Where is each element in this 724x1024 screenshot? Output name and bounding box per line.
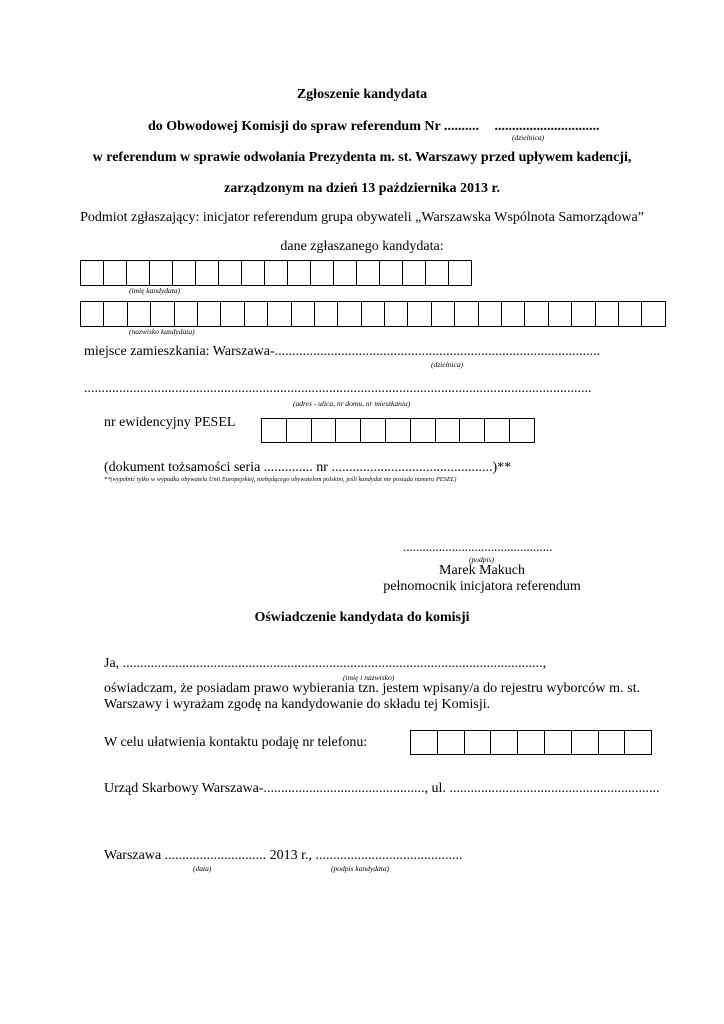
last-name-char-box[interactable] — [596, 302, 619, 326]
referendum-subject-line: w referendum w sprawie odwołania Prezydenta m. st. Warszawy przed upływem kadencji, — [92, 150, 632, 165]
pesel-boxes[interactable] — [261, 418, 535, 443]
phone-digit-box[interactable] — [438, 731, 465, 754]
pesel-digit-box[interactable] — [411, 419, 436, 442]
first-name-char-box[interactable] — [403, 261, 426, 285]
last-name-char-box[interactable] — [432, 302, 455, 326]
last-name-char-box[interactable] — [221, 302, 244, 326]
first-name-char-box[interactable] — [173, 261, 196, 285]
representative-name: Marek Makuch — [439, 563, 525, 578]
pesel-digit-box[interactable] — [436, 419, 461, 442]
last-name-char-box[interactable] — [455, 302, 478, 326]
last-name-char-box[interactable] — [268, 302, 291, 326]
pesel-digit-box[interactable] — [386, 419, 411, 442]
first-name-char-box[interactable] — [196, 261, 219, 285]
first-name-char-box[interactable] — [81, 261, 104, 285]
last-name-char-box[interactable] — [549, 302, 572, 326]
candidate-signature-caption: (podpis kandydata) — [331, 864, 390, 873]
pesel-label: nr ewidencyjny PESEL — [104, 415, 236, 430]
first-name-char-box[interactable] — [426, 261, 449, 285]
last-name-char-box[interactable] — [642, 302, 664, 326]
last-name-char-box[interactable] — [81, 302, 104, 326]
district-caption: (dzielnica) — [512, 133, 545, 142]
phone-digit-box[interactable] — [599, 731, 626, 754]
district-dots: .............................. — [494, 119, 600, 134]
last-name-char-box[interactable] — [104, 302, 127, 326]
referendum-date-line: zarządzonym na dzień 13 października 2013 r. — [224, 181, 500, 196]
declaration-text-line1: oświadczam, że posiadam prawo wybierania tzn. jestem wpisany/a do rejestru wyborców m. st. — [104, 681, 640, 696]
last-name-char-box[interactable] — [315, 302, 338, 326]
form-title: Zgłoszenie kandydata — [296, 87, 428, 102]
last-name-char-box[interactable] — [385, 302, 408, 326]
signature-dots[interactable]: .............................................. — [403, 539, 553, 554]
pesel-digit-box[interactable] — [262, 419, 287, 442]
last-name-char-box[interactable] — [175, 302, 198, 326]
tax-office-field[interactable]: Urząd Skarbowy Warszawa-.............................................., ul. ............................................................ — [104, 781, 660, 796]
phone-digit-box[interactable] — [491, 731, 518, 754]
residence-caption: (dzielnica) — [431, 360, 464, 369]
last-name-boxes[interactable] — [80, 301, 666, 327]
first-name-boxes[interactable] — [80, 260, 472, 286]
date-caption: (data) — [193, 864, 212, 873]
address-caption: (adres - ulica, nr domu, nr mieszkania) — [293, 399, 411, 408]
declaration-text-line2: Warszawy i wyrażam zgodę na kandydowanie do składu tej Komisji. — [104, 697, 491, 712]
phone-digit-box[interactable] — [518, 731, 545, 754]
first-name-char-box[interactable] — [449, 261, 471, 285]
phone-boxes[interactable] — [410, 730, 652, 755]
representative-role: pełnomocnik inicjatora referendum — [383, 579, 581, 594]
last-name-char-box[interactable] — [572, 302, 595, 326]
pesel-digit-box[interactable] — [485, 419, 510, 442]
first-name-char-box[interactable] — [380, 261, 403, 285]
last-name-caption: (nazwisko kandydata) — [129, 327, 195, 336]
last-name-char-box[interactable] — [245, 302, 268, 326]
first-name-char-box[interactable] — [334, 261, 357, 285]
first-name-caption: (imię kandydata) — [129, 286, 181, 295]
last-name-char-box[interactable] — [408, 302, 431, 326]
first-name-char-box[interactable] — [357, 261, 380, 285]
last-name-char-box[interactable] — [292, 302, 315, 326]
place-date-line[interactable]: Warszawa ............................. 2013 r., .......................................... — [104, 848, 463, 863]
first-name-char-box[interactable] — [219, 261, 242, 285]
first-name-char-box[interactable] — [265, 261, 288, 285]
first-name-char-box[interactable] — [311, 261, 334, 285]
first-name-char-box[interactable] — [127, 261, 150, 285]
last-name-char-box[interactable] — [525, 302, 548, 326]
last-name-char-box[interactable] — [338, 302, 361, 326]
last-name-char-box[interactable] — [479, 302, 502, 326]
phone-digit-box[interactable] — [625, 731, 651, 754]
last-name-char-box[interactable] — [198, 302, 221, 326]
last-name-char-box[interactable] — [151, 302, 174, 326]
pesel-digit-box[interactable] — [312, 419, 337, 442]
id-footnote: **(wypełnić tylko w wypadku obywatela Unii Europejskiej, niebędącego obywatelem polskim, jeśli kandydat nie posiada numeru PESEL) — [104, 476, 457, 483]
first-name-char-box[interactable] — [150, 261, 173, 285]
declaration-heading: Oświadczenie kandydata do komisji — [254, 610, 470, 625]
pesel-digit-box[interactable] — [361, 419, 386, 442]
declarant-name-caption: (imię i nazwisko) — [343, 673, 395, 682]
phone-label: W celu ułatwienia kontaktu podaję nr telefonu: — [104, 735, 368, 750]
phone-digit-box[interactable] — [411, 731, 438, 754]
phone-digit-box[interactable] — [465, 731, 492, 754]
first-name-char-box[interactable] — [104, 261, 127, 285]
last-name-char-box[interactable] — [502, 302, 525, 326]
candidate-data-heading: dane zgłaszanego kandydata: — [280, 239, 444, 254]
pesel-digit-box[interactable] — [460, 419, 485, 442]
first-name-char-box[interactable] — [242, 261, 265, 285]
phone-digit-box[interactable] — [545, 731, 572, 754]
last-name-char-box[interactable] — [128, 302, 151, 326]
first-name-char-box[interactable] — [288, 261, 311, 285]
phone-digit-box[interactable] — [572, 731, 599, 754]
signature-caption: (podpis) — [469, 555, 494, 564]
id-document-line[interactable]: (dokument tożsamości seria .............. nr ..............................................)** — [104, 460, 512, 475]
last-name-char-box[interactable] — [619, 302, 642, 326]
pesel-digit-box[interactable] — [287, 419, 312, 442]
residence-field[interactable]: miejsce zamieszkania: Warszawa-............................................................................................. — [84, 344, 601, 359]
commission-number-text: do Obwodowej Komisji do spraw referendum Nr .......... — [148, 119, 479, 134]
pesel-digit-box[interactable] — [510, 419, 534, 442]
last-name-char-box[interactable] — [362, 302, 385, 326]
submitter-line: Podmiot zgłaszający: inicjator referendum grupa obywateli „Warszawska Wspólnota Samorządowa” — [80, 210, 644, 225]
address-field[interactable]: ................................................................................................................................................. — [84, 381, 592, 396]
pesel-digit-box[interactable] — [336, 419, 361, 442]
declarant-name-field[interactable]: Ja, ........................................................................................................................, — [104, 656, 547, 671]
